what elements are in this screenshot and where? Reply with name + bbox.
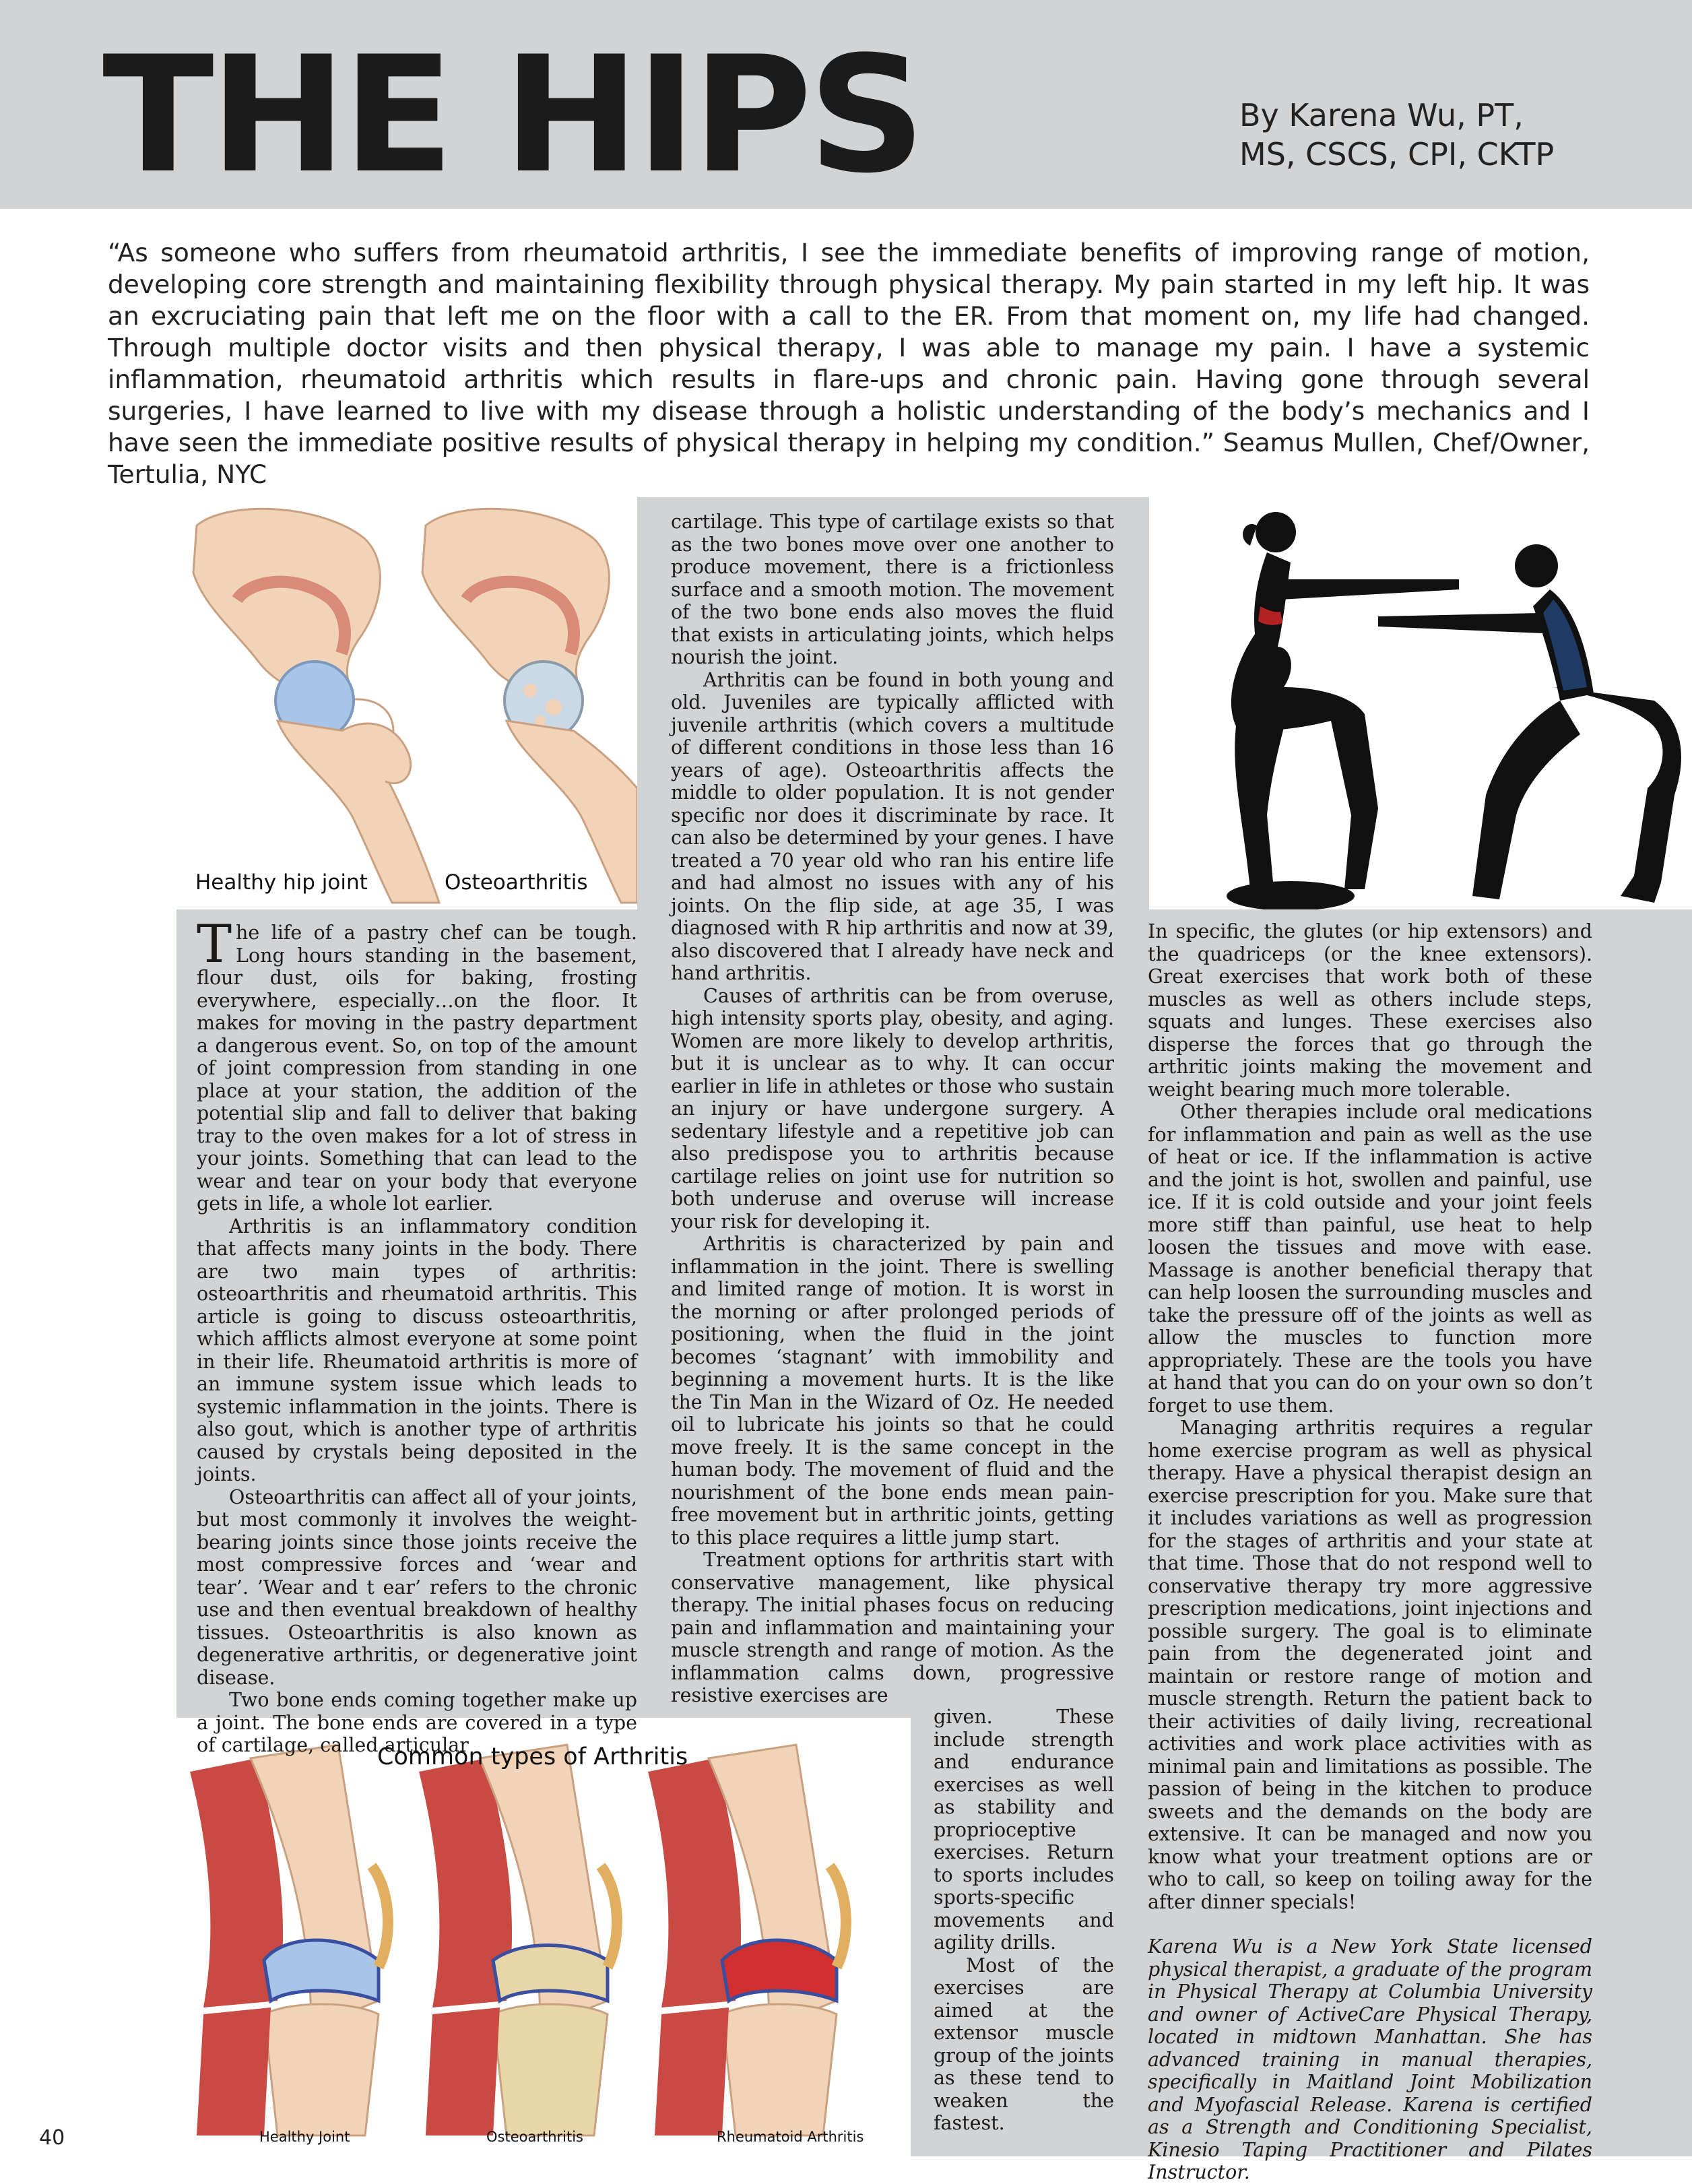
col3-paragraph-1: In specific, the glutes (or hip extensors) and the quadriceps (or the knee extensors). Great exercises that work both of these muscles as well as others include steps, squats and lunges. These exercises also disperse the forces that go through the arthritic joints making the movement and weight bearing much more tolerable. <box>1148 920 1592 1101</box>
col2-paragraph-4: Arthritis is characterized by pain and inflammation in the joint. There is swelling and limited range of motion. It is worst in the morning or after prolonged periods of positioning, when the fluid in the joint becomes ‘stagnant’ with immobility and beginning a movement hurts. It is the like the Tin Man in the Wizard of Oz. He needed oil to lubricate his joints so that he could move freely. It is the same concept in the human body. The movement of fluid and the nourishment of the bone ends mean pain-free movement but in arthritic joints, getting to this place requires a little jump start. <box>671 1233 1114 1549</box>
col2-paragraph-3: Causes of arthritis can be from overuse, high intensity sports play, obesity, and aging. Women are more likely to develop arthritis, but it is unclear as to why. It can occur earlier in life in athletes or those who sustain an injury or have undergone surgery. A sedentary lifestyle and a repetitive job can also predispose you to arthritis because cartilage relies on joint use for nutrition so both underuse and overuse will increase your risk for developing it. <box>671 984 1114 1233</box>
drop-cap: T <box>197 914 232 975</box>
knee-rheumatoid <box>648 1745 846 2135</box>
knee-title: Common types of Arthritis <box>377 1743 688 1770</box>
byline-line-1: By Karena Wu, PT, <box>1239 97 1524 133</box>
hip-caption-healthy: Healthy hip joint <box>195 870 368 895</box>
knee-healthy <box>190 1745 388 2135</box>
header-band <box>0 0 1692 209</box>
article-title: THE HIPS <box>102 22 922 209</box>
byline <box>1239 96 1554 174</box>
page-number: 40 <box>39 2126 65 2150</box>
col1-paragraph-4: Two bone ends coming together make up a joint. The bone ends are covered in a type of cartilage, called articular <box>197 1689 637 1756</box>
squat-silhouette <box>1149 499 1692 909</box>
col3-paragraph-3: Managing arthritis requires a regular home exercise program as well as physical therapy. Have a physical therapist design an exercise prescription for you. Make sure that it includes variations as well as progression for the stages of arthritis and your state at that time. Those that do not respond well to conservative therapy try more aggressive prescription medications, joint injections and possible surgery. The goal is to eliminate pain from the degenerated joint and maintain or restore range of motion and muscle strength. Return the patient back to their activities of daily living, recreational activities and work place activities with as minimal pain and limitations as possible. The passion of being in the kitchen to produce sweets and the demands on the body are extensive. It can be managed and now you know what your treatment options are or who to call, so keep on toiling away for the after dinner specials! <box>1148 1417 1592 1913</box>
col1-paragraph-1-text: he life of a pastry chef can be tough. Long hours standing in the basement, flour dust, oils for baking, frosting everywhere, especially…on the floor. It makes for moving in the pastry department a dangerous event. So, on top of the amount of joint compression from standing in one place at your station, the addition of the potential slip and fall to deliver that baking tray to the oven makes for a lot of stress in your joints. Something that can lead to the wear and tear on your body that everyone gets in life, a whole lot earlier. <box>197 922 637 1215</box>
knee-caption-healthy: Healthy Joint <box>259 2129 350 2145</box>
knee-osteo <box>419 1745 617 2135</box>
col2-narrow-paragraph-1: given. These include strength and endurance exercises as well as stability and proprioceptive exercises. Return to sports includes sports-specific movements and agility drills. <box>934 1706 1114 1954</box>
column-1 <box>197 914 637 1757</box>
knee-arthritis-illustration <box>176 1718 911 2156</box>
hip-joint-figure <box>176 499 637 909</box>
knee-caption-osteo: Osteoarthritis <box>486 2129 583 2145</box>
col2-paragraph-5: Treatment options for arthritis start with conservative management, like physical therapy. The initial phases focus on reducing pain and inflammation and maintaining your muscle strength and range of motion. As the inflammation calms down, progressive resistive exercises are <box>671 1549 1114 1706</box>
col1-paragraph-2: Arthritis is an inflammatory condition that affects many joints in the body. There are two main types of arthritis: osteoarthritis and rheumatoid arthritis. This article is going to discuss osteoarthritis, which afflicts almost everyone at some point in their life. Rheumatoid arthritis is more of an immune system issue which leads to systemic inflammation in the joints. There is also gout, which is another type of arthritis caused by crystals being deposited in the joints. <box>197 1215 637 1485</box>
column-2-narrow <box>934 1706 1114 2135</box>
squat-photo <box>1149 499 1692 909</box>
hip-caption-osteo: Osteoarthritis <box>445 870 588 895</box>
col1-paragraph-3: Osteoarthritis can affect all of your joints, but most commonly it involves the weight-bearing joints since those joints receive the most compressive forces and ‘wear and tear’. ’Wear and t ear’ refers to the chronic use and then eventual breakdown of healthy tissues. Osteoarthritis is also known as degenerative arthritis, or degenerative joint disease. <box>197 1485 637 1689</box>
knee-caption-rheum: Rheumatoid Arthritis <box>717 2129 864 2145</box>
col2-narrow-paragraph-2: Most of the exercises are aimed at the extensor muscle group of the joints as these tend to weaken the fastest. <box>934 1954 1114 2134</box>
col2-paragraph-1: cartilage. This type of cartilage exists so that as the two bones move over one another to produce movement, there is a frictionless surface and a smooth motion. The movement of the two bone ends also moves the fluid that exists in articulating joints, which helps nourish the joint. <box>671 511 1114 668</box>
column-3 <box>1148 920 1592 2184</box>
author-bio: Karena Wu is a New York State licensed physical therapist, a graduate of the program in Physical Therapy at Columbia University and owner of ActiveCare Physical Therapy, located in midtown Manhattan. She has advanced training in manual therapies, specifically in Maitland Joint Mobilization and Myofascial Release. Karena is certified as a Strength and Conditioning Specialist, Kinesio Taping Practitioner and Pilates Instructor. <box>1148 1935 1592 2183</box>
column-2 <box>671 511 1114 1707</box>
hip-joint-illustration <box>176 499 637 909</box>
knee-figure <box>176 1718 911 2156</box>
pull-quote: “As someone who suffers from rheumatoid arthritis, I see the immediate benefits of improving range of motion, developing core strength and maintaining flexibility through physical therapy. My pain started in my left hip. It was an excruciating pain that left me on the floor with a call to the ER. From that moment on, my life had changed. Through multiple doctor visits and then physical therapy, I was able to manage my pain. I have a systemic inflammation, rheumatoid arthritis which results in flare-ups and chronic pain. Having gone through several surgeries, I have learned to live with my disease through a holistic understanding of the body’s mechanics and I have seen the immediate positive results of physical therapy in helping my condition.” Seamus Mullen, Chef/Owner, Tertulia, NYC <box>108 238 1590 489</box>
col1-paragraph-1 <box>197 914 637 1215</box>
col2-paragraph-2: Arthritis can be found in both young and old. Juveniles are typically afflicted with juvenile arthritis (which covers a multitude of different conditions in those less than 16 years of age). Osteoarthritis affects the middle to older population. It is not gender specific nor does it discriminate by race. It can also be determined by your genes. I have treated a 70 year old who ran his entire life and had almost no issues with any of his joints. On the flip side, at age 35, I was diagnosed with R hip arthritis and now at 39, also discovered that I already have neck and hand arthritis. <box>671 668 1114 984</box>
col3-paragraph-2: Other therapies include oral medications for inflammation and pain as well as the use of heat or ice. If the inflammation is active and the joint is hot, swollen and painful, use ice. If it is cold outside and your joint feels more stiff than painful, use heat to help loosen the tissues and move with ease. Massage is another beneficial therapy that can help loosen the surrounding muscles and take the pressure off of the joints as well as allow the muscles to function more appropriately. These are the tools you have at hand that you can do on your own so don’t forget to use them. <box>1148 1101 1592 1417</box>
byline-line-2: MS, CSCS, CPI, CKTP <box>1239 136 1555 172</box>
